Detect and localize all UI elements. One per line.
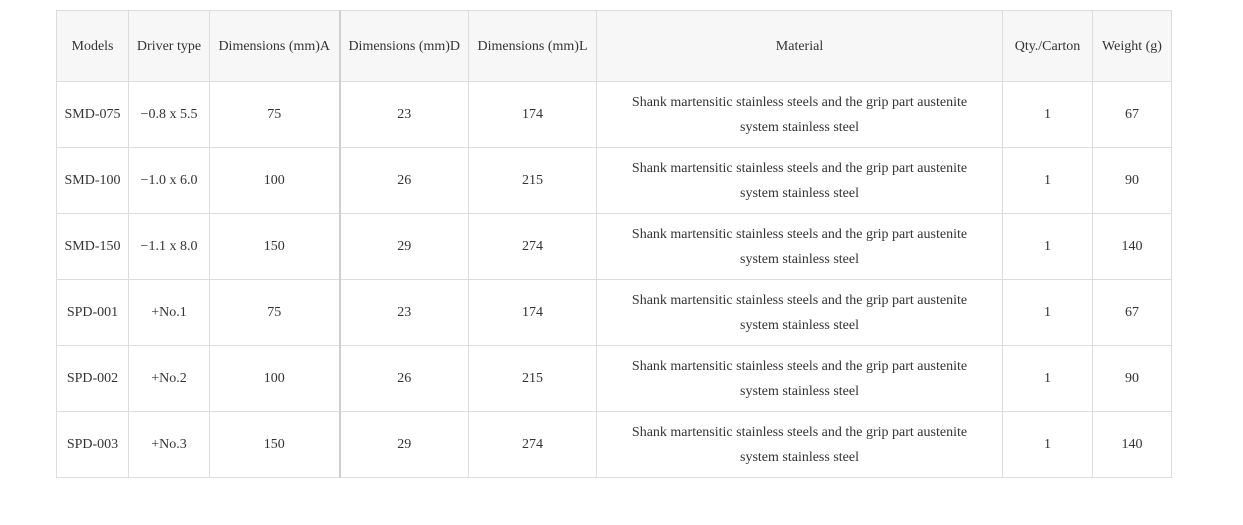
cell-qty-carton: 1 bbox=[1003, 82, 1093, 148]
header-material: Material bbox=[597, 11, 1003, 82]
cell-models: SMD-150 bbox=[57, 214, 129, 280]
cell-weight: 67 bbox=[1093, 82, 1172, 148]
table-header bbox=[57, 11, 1172, 82]
cell-dimensions-a: 150 bbox=[210, 412, 340, 478]
cell-dimensions-a: 75 bbox=[210, 280, 340, 346]
header-row bbox=[57, 11, 1172, 82]
table-row bbox=[57, 412, 1172, 478]
cell-weight: 90 bbox=[1093, 148, 1172, 214]
table-row bbox=[57, 346, 1172, 412]
table-body bbox=[57, 82, 1172, 478]
header-qty-carton: Qty./Carton bbox=[1003, 11, 1093, 82]
cell-models: SPD-003 bbox=[57, 412, 129, 478]
table-row bbox=[57, 280, 1172, 346]
cell-dimensions-d: 26 bbox=[340, 346, 469, 412]
product-spec-table bbox=[56, 10, 1172, 478]
cell-dimensions-l: 215 bbox=[469, 148, 597, 214]
header-dimensions-l: Dimensions (mm)L bbox=[469, 11, 597, 82]
cell-driver-type: +No.3 bbox=[129, 412, 210, 478]
cell-dimensions-d: 23 bbox=[340, 82, 469, 148]
cell-qty-carton: 1 bbox=[1003, 346, 1093, 412]
cell-weight: 67 bbox=[1093, 280, 1172, 346]
cell-qty-carton: 1 bbox=[1003, 412, 1093, 478]
table-row bbox=[57, 214, 1172, 280]
cell-dimensions-l: 274 bbox=[469, 412, 597, 478]
cell-dimensions-d: 29 bbox=[340, 412, 469, 478]
cell-dimensions-d: 23 bbox=[340, 280, 469, 346]
cell-driver-type: +No.2 bbox=[129, 346, 210, 412]
cell-weight: 140 bbox=[1093, 412, 1172, 478]
cell-dimensions-l: 274 bbox=[469, 214, 597, 280]
cell-material: Shank martensitic stainless steels and the grip part austenite system stainless steel bbox=[597, 82, 1003, 148]
cell-qty-carton: 1 bbox=[1003, 214, 1093, 280]
header-dimensions-a: Dimensions (mm)A bbox=[210, 11, 340, 82]
cell-dimensions-a: 100 bbox=[210, 148, 340, 214]
cell-material: Shank martensitic stainless steels and the grip part austenite system stainless steel bbox=[597, 148, 1003, 214]
cell-qty-carton: 1 bbox=[1003, 280, 1093, 346]
cell-driver-type: −1.0 x 6.0 bbox=[129, 148, 210, 214]
cell-models: SPD-002 bbox=[57, 346, 129, 412]
cell-models: SPD-001 bbox=[57, 280, 129, 346]
cell-weight: 90 bbox=[1093, 346, 1172, 412]
cell-dimensions-d: 26 bbox=[340, 148, 469, 214]
cell-driver-type: −0.8 x 5.5 bbox=[129, 82, 210, 148]
table-row bbox=[57, 148, 1172, 214]
cell-dimensions-a: 100 bbox=[210, 346, 340, 412]
header-dimensions-d: Dimensions (mm)D bbox=[340, 11, 469, 82]
cell-dimensions-d: 29 bbox=[340, 214, 469, 280]
cell-models: SMD-075 bbox=[57, 82, 129, 148]
cell-dimensions-l: 174 bbox=[469, 82, 597, 148]
cell-material: Shank martensitic stainless steels and the grip part austenite system stainless steel bbox=[597, 280, 1003, 346]
cell-models: SMD-100 bbox=[57, 148, 129, 214]
cell-qty-carton: 1 bbox=[1003, 148, 1093, 214]
header-weight: Weight (g) bbox=[1093, 11, 1172, 82]
cell-weight: 140 bbox=[1093, 214, 1172, 280]
cell-material: Shank martensitic stainless steels and the grip part austenite system stainless steel bbox=[597, 412, 1003, 478]
cell-dimensions-l: 215 bbox=[469, 346, 597, 412]
cell-dimensions-a: 75 bbox=[210, 82, 340, 148]
table-row bbox=[57, 82, 1172, 148]
cell-driver-type: −1.1 x 8.0 bbox=[129, 214, 210, 280]
header-driver-type: Driver type bbox=[129, 11, 210, 82]
cell-dimensions-a: 150 bbox=[210, 214, 340, 280]
cell-driver-type: +No.1 bbox=[129, 280, 210, 346]
cell-dimensions-l: 174 bbox=[469, 280, 597, 346]
header-models: Models bbox=[57, 11, 129, 82]
cell-material: Shank martensitic stainless steels and the grip part austenite system stainless steel bbox=[597, 214, 1003, 280]
cell-material: Shank martensitic stainless steels and the grip part austenite system stainless steel bbox=[597, 346, 1003, 412]
